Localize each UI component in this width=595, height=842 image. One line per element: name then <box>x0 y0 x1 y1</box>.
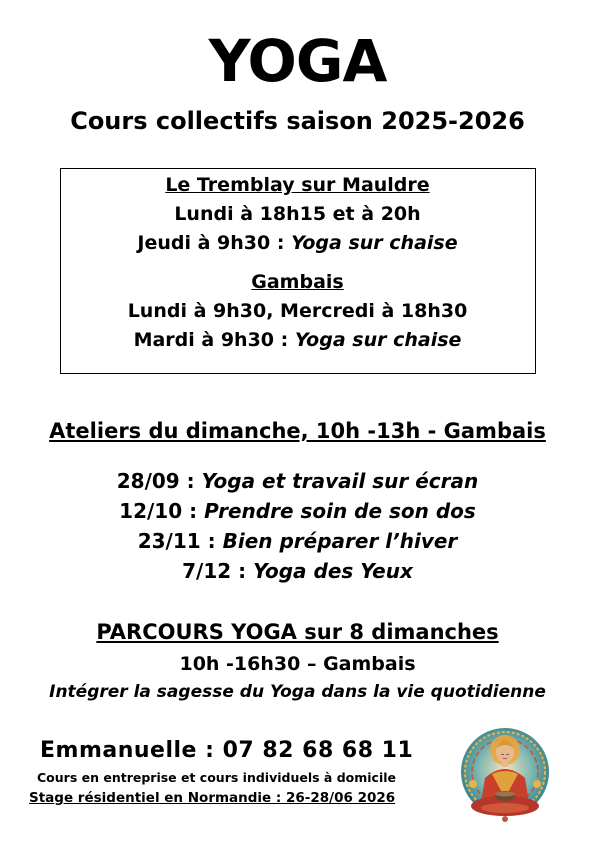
workshop-topic: Yoga et travail sur écran <box>201 469 479 493</box>
workshop-topic: Prendre soin de son dos <box>204 499 476 523</box>
workshop-item <box>0 556 595 586</box>
workshop-item <box>0 466 595 496</box>
class-type: Yoga sur chaise <box>294 329 462 351</box>
workshop-item <box>0 526 595 556</box>
workshop-date: 28/09 : <box>116 469 202 493</box>
contact-phone: Emmanuelle : 07 82 68 68 11 <box>40 738 414 763</box>
page-title: YOGA <box>208 27 387 95</box>
stage-note: Stage résidentiel en Normandie : 26-28/06 2026 <box>29 790 396 806</box>
workshop-topic: Yoga des Yeux <box>253 559 413 583</box>
services-note: Cours en entreprise et cours individuels à domicile <box>37 770 397 785</box>
meditating-monk-icon <box>459 722 551 826</box>
ateliers-heading: Ateliers du dimanche, 10h -13h - Gambais <box>49 419 546 443</box>
schedule-line: Lundi à 9h30, Mercredi à 18h30 <box>127 300 468 322</box>
parcours-time: 10h -16h30 – Gambais <box>179 653 416 675</box>
workshop-date: 12/10 : <box>119 499 205 523</box>
workshop-topic: Bien préparer l’hiver <box>222 529 458 553</box>
workshop-list <box>0 466 595 586</box>
schedule-day: Mardi à 9h30 : <box>133 329 295 351</box>
location-name: Gambais <box>251 271 344 293</box>
workshop-date: 23/11 : <box>137 529 223 553</box>
schedule-line <box>0 326 595 355</box>
workshop-item <box>0 496 595 526</box>
parcours-description: Intégrer la sagesse du Yoga dans la vie quotidienne <box>49 682 546 702</box>
schedule-line <box>0 229 595 258</box>
location-name: Le Tremblay sur Mauldre <box>165 174 430 196</box>
parcours-heading: PARCOURS YOGA sur 8 dimanches <box>96 620 499 644</box>
workshop-date: 7/12 : <box>182 559 254 583</box>
class-type: Yoga sur chaise <box>291 232 458 254</box>
schedule-day: Jeudi à 9h30 : <box>137 232 292 254</box>
location-block-tremblay <box>0 171 595 258</box>
schedule-line: Lundi à 18h15 et à 20h <box>174 203 421 225</box>
location-block-gambais <box>0 268 595 355</box>
page-subtitle: Cours collectifs saison 2025-2026 <box>70 107 525 135</box>
